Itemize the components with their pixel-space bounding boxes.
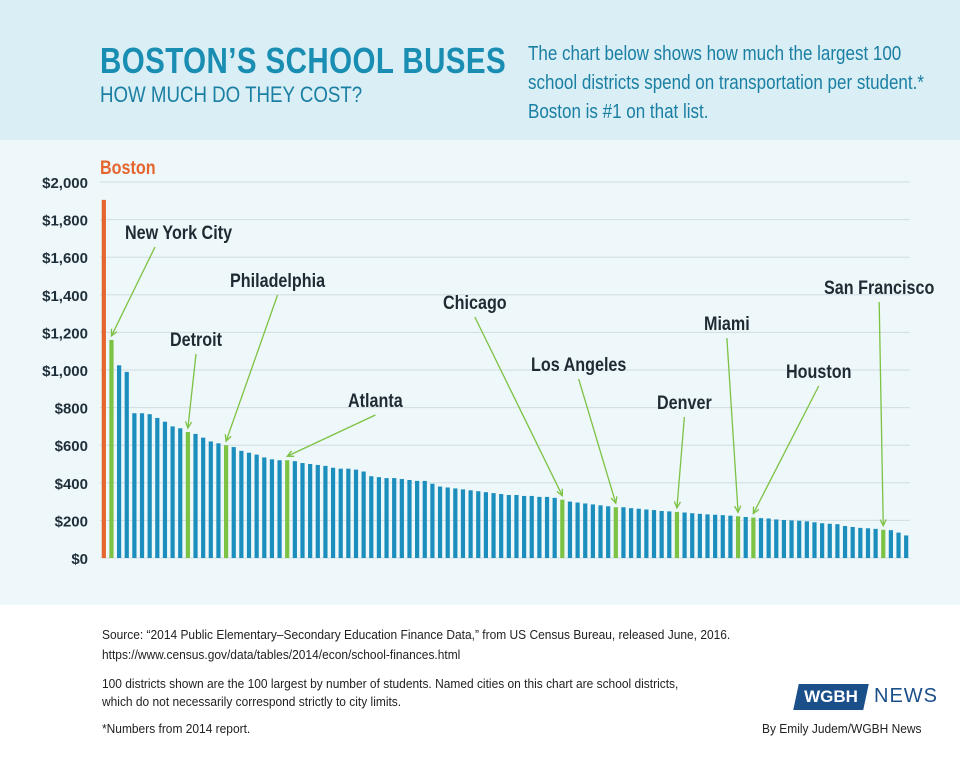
bar — [507, 495, 511, 558]
bar — [828, 524, 832, 558]
page-subtitle: HOW MUCH DO THEY COST? — [100, 82, 363, 107]
bar — [178, 428, 182, 558]
bar — [170, 426, 174, 558]
bar — [140, 413, 144, 558]
y-tick-label: $1,400 — [42, 287, 88, 305]
bar — [308, 464, 312, 558]
label-denver: Denver — [657, 391, 712, 414]
leader-line-los-angeles — [579, 379, 616, 503]
bar — [820, 523, 824, 558]
bar — [874, 529, 878, 558]
bar — [514, 495, 518, 558]
source-line-2: https://www.census.gov/data/tables/2014/econ/school-finances.html — [102, 647, 461, 662]
source-line-1: Source: “2014 Public Elementary–Secondary Education Finance Data,” from US Census Bureau, released June, 2016. — [102, 627, 731, 642]
bar — [446, 488, 450, 559]
bar — [339, 469, 343, 558]
bar-chicago — [560, 500, 564, 558]
bar — [522, 496, 526, 558]
bar — [797, 521, 801, 558]
leader-line-miami — [727, 338, 738, 512]
label-atlanta: Atlanta — [348, 389, 403, 412]
bar — [575, 503, 579, 558]
y-tick-label: $200 — [54, 513, 88, 531]
bar — [698, 514, 702, 558]
bar — [499, 494, 503, 558]
byline: By Emily Judem/WGBH News — [762, 721, 922, 736]
label-philadelphia: Philadelphia — [230, 269, 326, 292]
bar — [117, 365, 121, 558]
bar — [667, 511, 671, 558]
label-san-francisco: San Francisco — [824, 276, 935, 299]
bar — [774, 519, 778, 558]
bar — [270, 459, 274, 558]
y-tick-label: $2,000 — [42, 175, 88, 192]
bar — [362, 472, 366, 558]
bar — [384, 478, 388, 558]
y-tick-label: $600 — [54, 438, 88, 456]
bar-philadelphia — [224, 445, 228, 558]
bar — [644, 509, 648, 558]
bar — [812, 522, 816, 558]
label-chicago: Chicago — [443, 291, 507, 314]
bar — [132, 413, 136, 558]
y-tick-label: $1,000 — [42, 363, 88, 380]
label-miami: Miami — [704, 312, 750, 335]
bar — [377, 477, 381, 558]
bar — [789, 520, 793, 558]
bar — [155, 418, 159, 558]
bar — [323, 466, 327, 558]
bar — [660, 511, 664, 558]
bar — [209, 441, 213, 558]
bar-houston — [751, 518, 755, 558]
bar — [369, 476, 373, 558]
y-tick-label: $1,200 — [42, 325, 88, 343]
bar — [201, 438, 205, 558]
bar-miami — [736, 516, 740, 558]
bar — [300, 463, 304, 558]
bar — [606, 506, 610, 558]
bar — [767, 519, 771, 558]
bar — [407, 480, 411, 558]
bar — [744, 517, 748, 558]
bar — [583, 503, 587, 558]
bar-detroit — [186, 432, 190, 558]
bar — [782, 520, 786, 558]
bar — [759, 518, 763, 558]
bar — [438, 487, 442, 558]
y-tick-label: $1,800 — [42, 212, 88, 230]
bar — [239, 451, 243, 558]
bar — [148, 414, 152, 558]
label-detroit: Detroit — [170, 328, 223, 351]
bar-atlanta — [285, 460, 289, 558]
bar-new-york-city — [109, 340, 113, 558]
bar — [705, 514, 709, 558]
label-houston: Houston — [786, 360, 852, 383]
leader-line-detroit — [188, 354, 196, 428]
bar — [835, 524, 839, 558]
leader-line-houston — [753, 386, 818, 514]
header — [0, 0, 960, 140]
leader-line-denver — [677, 417, 684, 508]
y-tick-label: $400 — [54, 475, 88, 493]
bar — [728, 516, 732, 558]
bar — [866, 528, 870, 558]
bar-boston — [102, 200, 106, 558]
bar — [316, 465, 320, 558]
bar-denver — [675, 512, 679, 558]
note-line-1: 100 districts shown are the 100 largest by number of students. Named cities on this chart are school districts, — [102, 676, 679, 691]
bar — [216, 443, 220, 558]
bar-los-angeles — [614, 507, 618, 558]
bar — [277, 460, 281, 558]
bar — [682, 513, 686, 558]
page-title: BOSTON’S SCHOOL BUSES — [100, 40, 507, 81]
bar — [262, 457, 266, 558]
bar — [491, 493, 495, 558]
label-new-york-city: New York City — [125, 221, 233, 244]
bar — [545, 497, 549, 558]
bar — [851, 527, 855, 558]
leader-line-atlanta — [287, 415, 375, 456]
bar — [469, 490, 473, 558]
intro-text — [528, 40, 936, 127]
intro-line-1: The chart below shows how much the largest 100 school districts spend on transportation per student.* — [528, 43, 924, 94]
bar — [690, 513, 694, 558]
bar-san-francisco — [881, 530, 885, 558]
news-wordmark: NEWS — [874, 685, 938, 707]
bar — [805, 521, 809, 558]
bar — [537, 497, 541, 558]
bar — [598, 505, 602, 558]
intro-line-2: Boston is #1 on that list. — [528, 101, 709, 123]
bar — [484, 492, 488, 558]
bar — [568, 502, 572, 558]
bar — [889, 530, 893, 558]
bar — [293, 461, 297, 558]
bar-chart — [0, 140, 960, 605]
bar — [232, 447, 236, 558]
bar — [553, 498, 557, 558]
bar — [629, 508, 633, 558]
wgbh-logo — [793, 684, 869, 710]
leader-line-chicago — [475, 317, 562, 496]
bar — [247, 453, 251, 558]
bar — [721, 515, 725, 558]
bar — [896, 533, 900, 558]
y-tick-label: $0 — [71, 551, 88, 568]
bar — [255, 455, 259, 558]
bar — [713, 515, 717, 558]
bar — [453, 488, 457, 558]
bar — [125, 372, 129, 558]
leader-line-philadelphia — [226, 295, 277, 441]
bar — [423, 481, 427, 558]
logo-text: WGBH — [804, 687, 858, 706]
footer — [0, 605, 960, 759]
bar — [858, 528, 862, 558]
bar — [591, 504, 595, 558]
y-tick-label: $800 — [54, 400, 88, 418]
bar — [637, 509, 641, 558]
bar — [461, 489, 465, 558]
y-tick-label: $1,600 — [42, 250, 88, 268]
leader-line-new-york-city — [111, 247, 155, 336]
label-boston: Boston — [100, 156, 156, 179]
bar — [652, 510, 656, 558]
bar — [843, 526, 847, 558]
bar — [530, 496, 534, 558]
bar — [354, 470, 358, 558]
bar — [163, 422, 167, 558]
bar — [476, 491, 480, 558]
bar — [193, 434, 197, 558]
source-text — [102, 625, 801, 665]
bar — [904, 535, 908, 558]
bar — [346, 469, 350, 558]
bar — [400, 479, 404, 558]
note-text — [102, 675, 764, 711]
bar — [392, 478, 396, 558]
bar — [415, 481, 419, 558]
bar — [331, 468, 335, 558]
bar — [621, 507, 625, 558]
note-line-2: which do not necessarily correspond strictly to city limits. — [102, 694, 402, 709]
bar — [430, 484, 434, 558]
footnote: *Numbers from 2014 report. — [102, 721, 251, 736]
label-los-angeles: Los Angeles — [531, 353, 627, 376]
leader-line-san-francisco — [879, 302, 883, 526]
